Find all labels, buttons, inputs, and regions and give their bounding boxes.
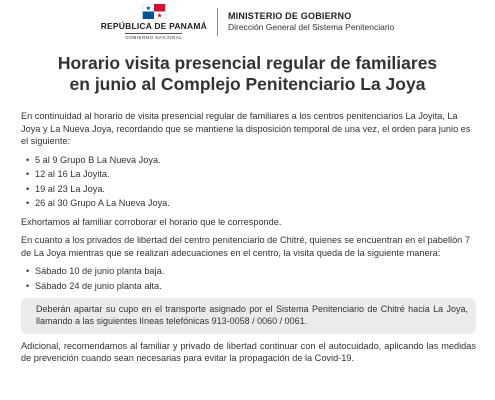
panama-flag-icon bbox=[142, 4, 166, 19]
list-item: • 5 al 9 Grupo B La Nueva Joya. bbox=[26, 154, 161, 165]
title-line-2: en junio al Complejo Penitenciario La Joya bbox=[69, 74, 426, 94]
list-item-text: 12 al 16 La Joyita. bbox=[35, 169, 110, 179]
intro-paragraph: En continuidad al horario de visita presencial regular de familiares a los centros penitenciarios La Joyita, La Joya y La Nueva Joya, recordando que se mantiene la disposición temporal de una vez, el orden para junio es el siguiente: bbox=[21, 111, 471, 146]
schedule-list bbox=[21, 154, 476, 210]
exhort-paragraph: Exhortamos al familiar corroborar el horario que le corresponde. bbox=[21, 216, 282, 227]
government-logo bbox=[101, 4, 207, 41]
list-item: • 12 al 16 La Joyita. bbox=[26, 169, 110, 179]
list-item: • Sábado 24 de junio planta alta. bbox=[26, 280, 162, 291]
list-item-text: Sábado 10 de junio planta baja. bbox=[35, 266, 165, 276]
ministry-name: MINISTERIO DE GOBIERNO bbox=[227, 11, 352, 21]
ministry-block bbox=[228, 11, 394, 33]
list-item: • 19 al 23 La Joya. bbox=[26, 183, 105, 194]
list-item: • Sábado 10 de junio planta baja. bbox=[26, 266, 165, 276]
page-title bbox=[20, 53, 475, 95]
title-line-1: Horario visita presencial regular de familiares bbox=[57, 53, 438, 73]
ministry-subtitle: Dirección General del Sistema Penitenciario bbox=[227, 22, 395, 32]
list-item-text: Sábado 24 de junio planta alta. bbox=[35, 280, 162, 291]
header-divider bbox=[217, 8, 218, 36]
government-name: REPÚBLICA DE PANAMÁ bbox=[100, 20, 207, 31]
government-subtitle: GOBIERNO NACIONAL bbox=[125, 34, 183, 40]
list-item-text: 26 al 30 Grupo A La Nueva Joya. bbox=[35, 198, 170, 208]
list-item: • 26 al 30 Grupo A La Nueva Joya. bbox=[26, 198, 170, 208]
chitre-paragraph: En cuanto a los privados de libertad del centro penitenciario de Chitré, quienes se encuentran en el pabellón 7 de La Joya mientras que se realizan adecuaciones en el centro, la visita queda de la siguiente manera: bbox=[21, 235, 470, 258]
header bbox=[0, 0, 495, 44]
closing-paragraph: Adicional, recomendamos al familiar y privado de libertad continuar con el autocuidado, aplicando las medidas de prevención cuando sean necesarias para evitar la propagación de la Covid-19. bbox=[21, 340, 476, 364]
list-item-text: 19 al 23 La Joya. bbox=[35, 183, 105, 194]
transport-notice: Deberán apartar su cupo en el transporte asignado por el Sistema Penitenciario de Chitré hacia La Joya, llamando a las siguientes líneas telefónicas 913-0058 / 0060 / 0061. bbox=[21, 298, 476, 334]
list-item-text: 5 al 9 Grupo B La Nueva Joya. bbox=[35, 154, 161, 165]
article-body bbox=[21, 110, 476, 371]
chitre-schedule-list bbox=[21, 265, 476, 292]
